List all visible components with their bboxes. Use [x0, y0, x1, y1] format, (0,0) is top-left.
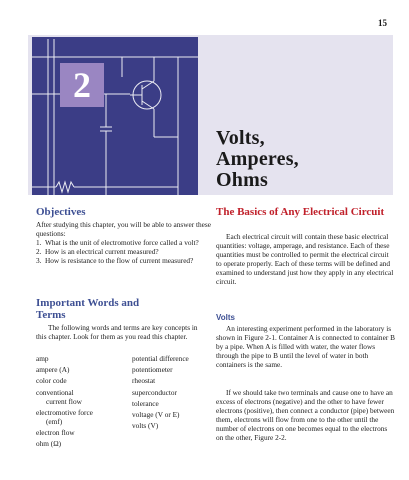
item-number: 3. — [36, 256, 42, 266]
list-item — [36, 247, 211, 256]
list-item — [36, 256, 211, 265]
term — [132, 399, 224, 408]
term — [132, 410, 224, 419]
terms-column-2 — [132, 354, 224, 432]
term — [36, 365, 128, 374]
chapter-cover-illustration — [32, 37, 198, 195]
page-number: 15 — [378, 18, 387, 28]
term-text: volts (V) — [132, 421, 159, 431]
term-text: potential difference — [132, 354, 189, 363]
chapter-title — [216, 128, 299, 191]
item-text: How is an electrical current measured? — [45, 247, 159, 257]
objectives-list — [36, 238, 211, 265]
term-text: color code — [36, 376, 67, 386]
term — [132, 376, 224, 385]
term — [132, 354, 224, 363]
volts-paragraph-2: If we should take two terminals and cause one to have an excess of electrons (negative) and the other to have fewer electrons (positive), then connect a conductor (pipe) between them, electrons will flow from one to the other until the number of electrons on one becomes equal to the electrons on the other, Figure 2-2. — [216, 388, 395, 443]
term — [36, 408, 128, 426]
term — [36, 354, 128, 363]
important-terms-intro: The following words and terms are key concepts in this chapter. Look for them as you read this chapter. — [36, 323, 198, 342]
term-text: superconductor — [132, 387, 177, 397]
objectives-heading: Objectives — [36, 206, 86, 218]
basics-paragraph: Each electrical circuit will contain these basic electrical quantities: voltage, amperage, and resistance. Each of these quantities must be controlled to permit the electrical circuit to operate properly. Each of these terms will be defined and examined to understand just how they apply in any electrical circuit. — [216, 232, 394, 287]
item-text: What is the unit of electromotive force called a volt? — [45, 238, 199, 247]
term-text: electromotive force — [36, 407, 93, 417]
volts-heading: Volts — [216, 313, 235, 322]
term-text: amp — [36, 354, 49, 363]
item-text: How is resistance to the flow of current measured? — [45, 256, 194, 266]
volts-paragraph-1: An interesting experiment performed in the laboratory is shown in Figure 2-1. Container A is connected to container B by a pipe. When A is filled with water, the water flows through the pipe to B until the level of water in both containers is the same. — [216, 324, 395, 370]
term-text: rheostat — [132, 376, 156, 386]
term-text: conventional — [36, 387, 74, 397]
term-text: ohm (Ω) — [36, 439, 62, 449]
basics-heading: The Basics of Any Electrical Circuit — [216, 206, 385, 218]
important-terms-heading — [36, 297, 156, 321]
term-text: tolerance — [132, 398, 159, 408]
objectives-intro: After studying this chapter, you will be able to answer these questions: — [36, 220, 211, 239]
term-text: electron flow — [36, 427, 75, 437]
chapter-title-line: Amperes, — [216, 148, 299, 170]
term — [132, 388, 224, 397]
item-number: 2. — [36, 247, 42, 257]
chapter-title-line: Ohms — [216, 169, 268, 191]
term — [36, 439, 128, 448]
term — [36, 388, 128, 406]
chapter-title-line: Volts, — [216, 127, 265, 149]
item-number: 1. — [36, 238, 42, 247]
terms-column-1 — [36, 354, 128, 450]
important-terms-heading-text: Important Words and Terms — [36, 297, 140, 321]
term-text: potentiometer — [132, 365, 173, 375]
term-text: ampere (A) — [36, 365, 70, 375]
chapter-number: 2 — [73, 65, 91, 105]
list-item — [36, 238, 211, 247]
term — [36, 428, 128, 437]
term — [132, 421, 224, 430]
term-text-cont: (emf) — [46, 416, 63, 426]
term — [36, 376, 128, 385]
term-text: voltage (V or E) — [132, 409, 180, 419]
term-text-cont: current flow — [46, 396, 82, 406]
term — [132, 365, 224, 374]
